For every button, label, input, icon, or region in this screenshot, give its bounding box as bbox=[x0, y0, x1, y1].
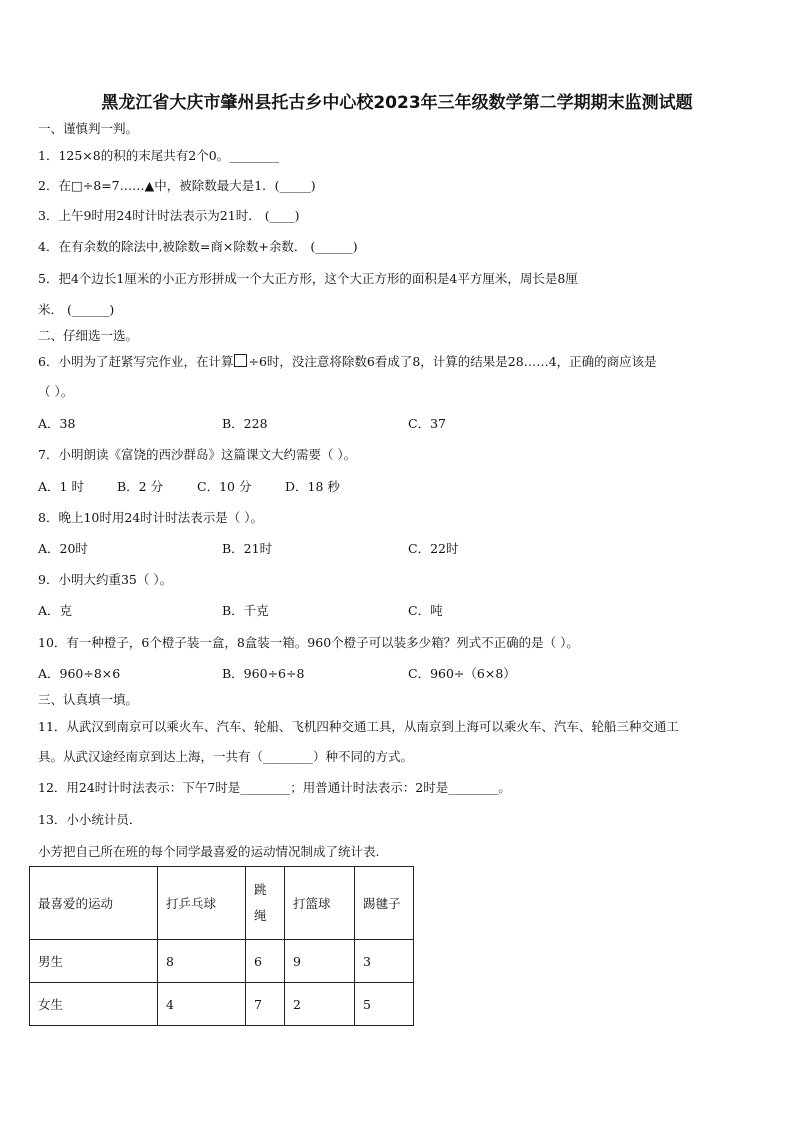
table-header-vertical-char: 绳 bbox=[254, 908, 267, 923]
q8-option-a[interactable]: A．20时 bbox=[38, 541, 88, 556]
q8-option-c[interactable]: C．22时 bbox=[408, 541, 459, 556]
table-header-cell: 最喜爱的运动 bbox=[30, 867, 158, 940]
table-header-cell: 打乒乓球 bbox=[158, 867, 246, 940]
question-7: 7．小明朗读《富饶的西沙群岛》这篇课文大约需要（ ）。 bbox=[38, 447, 357, 462]
question-3: 3．上午9时用24时计时法表示为21时． (____) bbox=[38, 208, 300, 223]
question-11-line-2: 具。从武汉途经南京到达上海，一共有（________）种不同的方式。 bbox=[38, 749, 414, 764]
table-cell: 男生 bbox=[30, 940, 158, 983]
question-4: 4．在有余数的除法中,被除数=商×除数+余数． (______) bbox=[38, 239, 358, 254]
q7-option-d[interactable]: D．18 秒 bbox=[285, 479, 340, 494]
table-cell: 8 bbox=[158, 940, 246, 983]
table-row bbox=[30, 940, 414, 983]
table-cell: 2 bbox=[285, 983, 355, 1026]
question-2: 2．在□÷8=7……▲中，被除数最大是1．(_____) bbox=[38, 178, 316, 193]
question-6-text-b: ÷6时，没注意将除数6看成了8，计算的结果是28……4，正确的商应该是 bbox=[248, 354, 657, 369]
question-9: 9．小明大约重35（ ）。 bbox=[38, 572, 173, 587]
question-13-intro: 小芳把自己所在班的每个同学最喜爱的运动情况制成了统计表. bbox=[38, 844, 380, 859]
question-13: 13．小小统计员． bbox=[38, 812, 142, 827]
q10-option-c[interactable]: C．960÷（6×8） bbox=[408, 666, 516, 681]
table-cell: 3 bbox=[355, 940, 414, 983]
table-header-cell bbox=[246, 867, 285, 940]
q6-option-c[interactable]: C．37 bbox=[408, 416, 446, 431]
q7-option-c[interactable]: C．10 分 bbox=[197, 479, 252, 494]
section-heading-judgement: 一、谨慎判一判。 bbox=[38, 121, 139, 136]
q6-option-b[interactable]: B．228 bbox=[222, 416, 268, 431]
question-6-line-1 bbox=[38, 353, 657, 371]
table-header-cell: 打篮球 bbox=[285, 867, 355, 940]
question-6-text-a: 6．小明为了赶紧写完作业，在计算 bbox=[38, 354, 234, 369]
question-1: 1．125×8的积的末尾共有2个0。________ bbox=[38, 148, 280, 163]
sports-stats-table bbox=[29, 866, 414, 1026]
table-cell: 9 bbox=[285, 940, 355, 983]
table-cell: 6 bbox=[246, 940, 285, 983]
q9-option-b[interactable]: B．千克 bbox=[222, 603, 269, 618]
table-cell: 7 bbox=[246, 983, 285, 1026]
page-title: 黑龙江省大庆市肇州县托古乡中心校2023年三年级数学第二学期期末监测试题 bbox=[101, 93, 693, 113]
section-heading-choice: 二、仔细选一选。 bbox=[38, 328, 139, 343]
q6-option-a[interactable]: A．38 bbox=[38, 416, 76, 431]
question-5-line-1: 5．把4个边长1厘米的小正方形拼成一个大正方形，这个大正方形的面积是4平方厘米，周长是8厘 bbox=[38, 271, 578, 286]
q9-option-a[interactable]: A．克 bbox=[38, 603, 73, 618]
q10-option-b[interactable]: B．960÷6÷8 bbox=[222, 666, 305, 681]
section-heading-fill: 三、认真填一填。 bbox=[38, 692, 139, 707]
blank-box-icon bbox=[234, 354, 247, 367]
question-5-line-2: 米． (______) bbox=[38, 302, 115, 317]
table-header-vertical-char: 跳 bbox=[254, 882, 267, 897]
q8-option-b[interactable]: B．21时 bbox=[222, 541, 273, 556]
question-10: 10．有一种橙子，6个橙子装一盒，8盒装一箱。960个橙子可以装多少箱？列式不正确的是（ ）。 bbox=[38, 635, 579, 650]
question-6-line-2: （ ）。 bbox=[38, 384, 74, 399]
table-header-row bbox=[30, 867, 414, 940]
table-cell: 5 bbox=[355, 983, 414, 1026]
table-cell: 女生 bbox=[30, 983, 158, 1026]
q7-option-a[interactable]: A．1 时 bbox=[38, 479, 84, 494]
table-header-cell: 踢毽子 bbox=[355, 867, 414, 940]
question-12: 12．用24时计时法表示：下午7时是________；用普通计时法表示：2时是________。 bbox=[38, 780, 511, 795]
q7-option-b[interactable]: B．2 分 bbox=[117, 479, 164, 494]
question-11-line-1: 11．从武汉到南京可以乘火车、汽车、轮船、飞机四种交通工具，从南京到上海可以乘火车、汽车、轮船三种交通工 bbox=[38, 719, 679, 734]
q9-option-c[interactable]: C．吨 bbox=[408, 603, 443, 618]
question-8: 8．晚上10时用24时计时法表示是（ ）。 bbox=[38, 510, 263, 525]
table-cell: 4 bbox=[158, 983, 246, 1026]
q10-option-a[interactable]: A．960÷8×6 bbox=[38, 666, 121, 681]
table-row bbox=[30, 983, 414, 1026]
